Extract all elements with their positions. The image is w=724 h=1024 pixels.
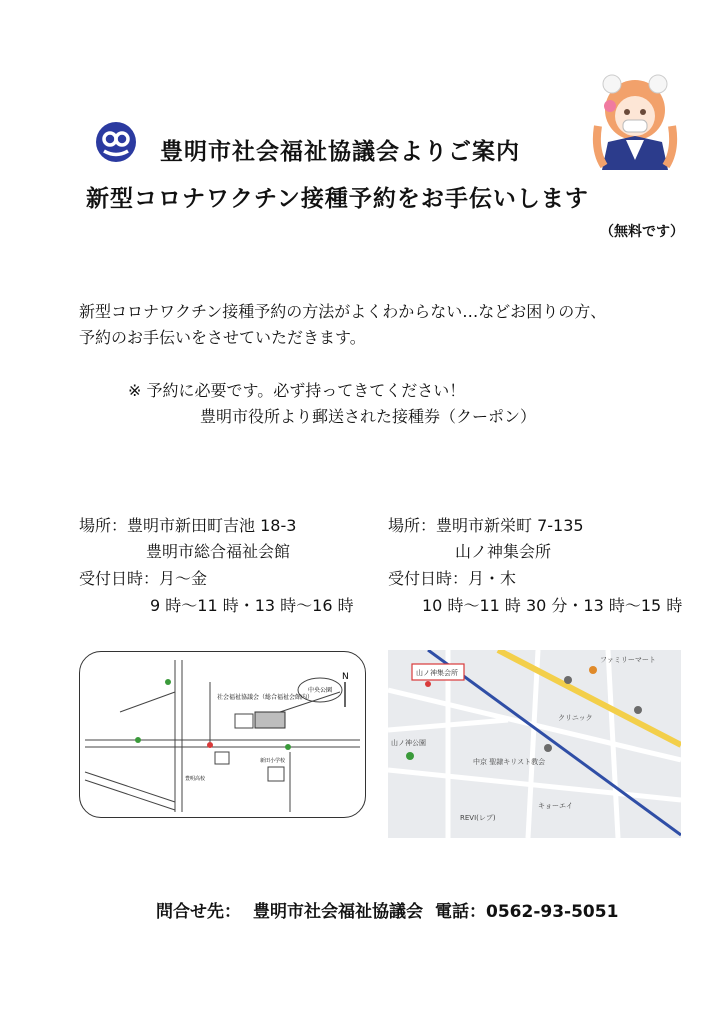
contact-line (156, 897, 630, 922)
venue2-days: 受付日時：月・木 (388, 569, 517, 588)
map-label-venue: 山ノ神集会所 (416, 669, 458, 677)
map-label-school: 新田小学校 (260, 758, 286, 764)
venue1-hours: 9 時～11 時・13 時～16 時 (150, 596, 354, 615)
venue1-place: 場所：豊明市新田町吉池 18-3 (79, 516, 297, 535)
park-icon (406, 752, 414, 760)
org-logo-icon (96, 122, 136, 162)
venue2-place: 場所：豊明市新栄町 7-135 (388, 516, 584, 535)
map-label-welfare: 社会福祉協議会（総合福祉会館内） (217, 694, 314, 701)
map-label-park: 中央公園 (308, 687, 333, 694)
north-label: N (342, 672, 349, 682)
map-label-park-right: 山ノ神公園 (391, 739, 426, 747)
map-welfare-center (79, 651, 366, 818)
map-label-highschool: 豊明高校 (185, 776, 206, 782)
map-label-church: 中京 聖隷キリスト教会 (473, 758, 546, 766)
venue1-days: 受付日時：月～金 (79, 569, 208, 588)
mascot-illustration (590, 70, 680, 170)
map-label-kyoei: キョーエイ (538, 802, 573, 810)
page-subtitle: 新型コロナワクチン接種予約をお手伝いします (86, 186, 589, 212)
intro-line-2: 予約のお手伝いをさせていただきます。 (79, 328, 366, 347)
map-label-revi: REVI(レブ) (460, 814, 496, 822)
map-label-clinic: クリニック (558, 714, 593, 722)
intro-line-1: 新型コロナワクチン接種予約の方法がよくわからない…などお困りの方、 (79, 302, 607, 321)
venue1-hall: 豊明市総合福祉会館 (146, 542, 291, 561)
map-yamanokami (388, 650, 681, 838)
map-pin-icon (425, 681, 431, 687)
org-logo (96, 122, 136, 162)
venue2-hours: 10 時～11 時 30 分・13 時～15 時 (422, 596, 683, 615)
contact-org: 豊明市社会福祉協議会 (253, 902, 423, 922)
page-title: 豊明市社会福祉協議会よりご案内 (160, 139, 520, 165)
required-note: ※ 予約に必要です。必ず持ってきてください！ (128, 381, 466, 400)
required-item: 豊明市役所より郵送された接種券（クーポン） (200, 407, 537, 426)
map-label-familymart: ファミリーマート (600, 656, 656, 664)
venue2-hall: 山ノ神集会所 (455, 542, 552, 561)
contact-phone: 電話：0562-93-5051 (435, 902, 619, 922)
contact-label: 問合せ先： (156, 902, 241, 922)
free-note: （無料です） (600, 224, 684, 240)
